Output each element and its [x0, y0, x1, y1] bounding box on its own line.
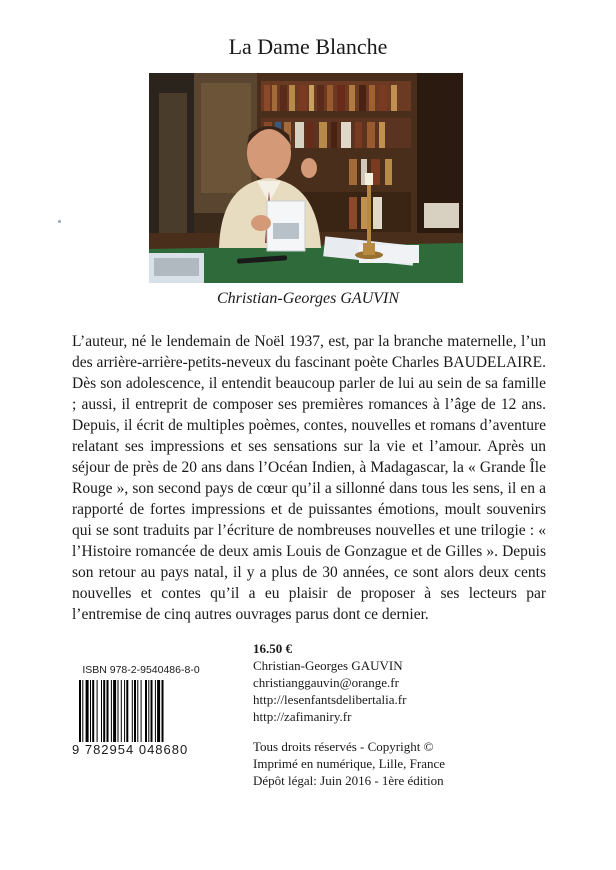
barcode-bar [79, 680, 81, 742]
rights-notice [253, 738, 553, 789]
barcode-bar [121, 680, 122, 742]
publication-info [253, 640, 553, 725]
barcode-bar [107, 680, 109, 742]
barcode-bar [111, 680, 112, 742]
barcode [79, 680, 202, 742]
website-link-1: http://lesenfantsdelibertalia.fr [253, 692, 407, 707]
print-line: Imprimé en numérique, Lille, France [253, 756, 446, 771]
barcode-bar [132, 680, 133, 742]
barcode-bar [162, 680, 164, 742]
barcode-bar [103, 680, 105, 742]
website-link-2: http://zafimaniry.fr [253, 709, 352, 724]
copyright-line: Tous droits réservés - Copyright © [253, 739, 434, 754]
barcode-bar [126, 680, 128, 742]
barcode-bar [101, 680, 102, 742]
contact-name: Christian-Georges GAUVIN [253, 658, 403, 673]
barcode-bar [134, 680, 136, 742]
barcode-bar [157, 680, 160, 742]
barcode-bar [118, 680, 119, 742]
barcode-bar [92, 680, 94, 742]
isbn-label: ISBN 978-2-9540486-8-0 [82, 664, 200, 676]
stray-mark [58, 220, 61, 223]
barcode-bar [90, 680, 91, 742]
barcode-bar [97, 680, 98, 742]
barcode-bar [82, 680, 83, 742]
author-biography: L’auteur, né le lendemain de Noël 1937, est, par la branche maternelle, l’un des arrière-arrière-petits-neveux du fascinant poète Charles BAUDELAIRE. Dès son adolescence, il entendit beaucoup parler de lui au sein de sa famille ; aussi, il entreprit de composer ses premières romances à l’âge de 12 ans. Depuis, il écrit de multiples poèmes, contes, nouvelles et romans d’aventure relatant ses impressions et ses sensations sur la vie et l’amour. Après un séjour de près de 20 ans dans l’Océan Indien, à Madagascar, la « Grande Île Rouge », son second pays de cœur qu’il a sillonné dans tous les sens, il en a rapporté de fortes impressions et de puissantes émotions, moult souvenirs qui se sont traduits par l’écriture de nombreuses nouvelles et une trilogie : « l’Histoire romancée de deux amis Louis de Gonzague et de Gilles ». Depuis son retour au pays natal, il y a plus de 30 années, ce sont alors deux cents nouvelles et contes qu’il a eu plaisir de proposer à ses lecteurs par l’entremise de cinq autres ouvrages parus dont ce dernier. [72, 333, 546, 623]
author-photo [149, 73, 463, 283]
barcode-bar [141, 680, 142, 742]
barcode-bar [151, 680, 153, 742]
barcode-bar [148, 680, 149, 742]
price: 16.50 € [253, 641, 292, 656]
barcode-bar [113, 680, 116, 742]
legal-deposit-line: Dépôt légal: Juin 2016 - 1ère édition [253, 773, 444, 788]
barcode-bar [137, 680, 138, 742]
book-title: La Dame Blanche [228, 34, 388, 59]
barcode-bar [155, 680, 156, 742]
author-caption: Christian-Georges GAUVIN [216, 290, 400, 307]
barcode-number: 9 782954 048680 [72, 742, 189, 757]
contact-email: christianggauvin@orange.fr [253, 675, 399, 690]
barcode-bar [124, 680, 125, 742]
barcode-bar [145, 680, 147, 742]
barcode-bar [86, 680, 89, 742]
